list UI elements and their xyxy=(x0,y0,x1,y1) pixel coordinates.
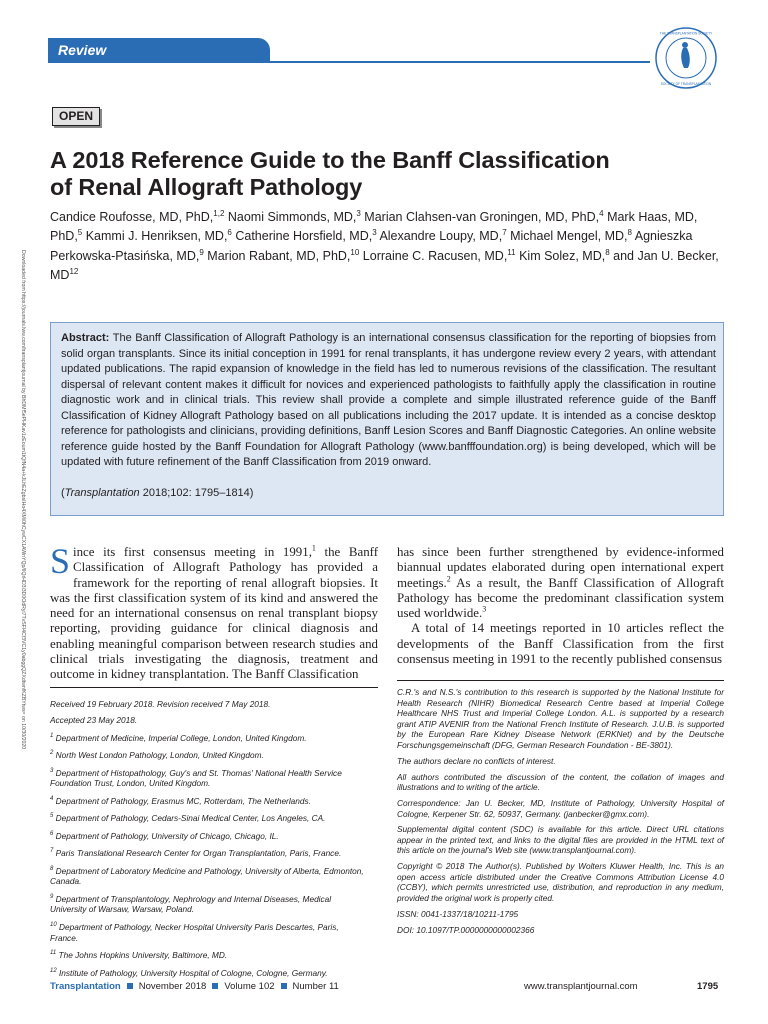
author-name: Alexandre Loupy, MD, xyxy=(376,229,503,244)
affiliation-note xyxy=(50,920,366,943)
article-note: Correspondence: Jan U. Becker, MD, Institute of Pathology, University Hospital of Cologne, Kerpener Str. 62, 50937, Germany. (janbecker@gmx.com). xyxy=(397,797,724,819)
affiliation-number: 10 xyxy=(50,922,57,929)
author-name: Kammi J. Henriksen, MD, xyxy=(82,229,228,244)
affiliation-note xyxy=(50,829,366,841)
paragraph: A total of 14 meetings reported in 10 articles reflect the developments of the Banff Classification from the first consensus meeting in 1991 to the recently published consensus xyxy=(397,621,724,667)
body-column-left xyxy=(50,541,379,683)
abstract-text xyxy=(61,331,716,471)
affiliation-note xyxy=(50,864,366,887)
author-name: Agnieszka Perkowska-Ptasińska, MD, xyxy=(50,229,693,264)
affiliation-note xyxy=(50,794,366,806)
citation-details: 2018;102: 1795–1814) xyxy=(139,487,254,499)
footer-journal-info xyxy=(50,981,339,992)
affiliation-number: 8 xyxy=(50,865,54,872)
article-notes xyxy=(397,687,724,940)
affiliation-note xyxy=(50,948,366,960)
abstract-label: Abstract: xyxy=(61,332,110,344)
reference-mark: 1 xyxy=(311,543,316,553)
affiliation-number: 4 xyxy=(50,795,54,802)
affiliation-note xyxy=(50,966,366,978)
header-rule xyxy=(48,61,650,63)
affiliation-mark: 5 xyxy=(77,228,83,238)
affiliation-mark: 10 xyxy=(350,247,360,257)
affiliation-note xyxy=(50,731,366,743)
article-note: Copyright © 2018 The Author(s). Published by Wolters Kluwer Health, Inc. This is an open access article distributed under the Creative Commons Attribution License 4.0 (CCBY), which permits unrestricted use, distribution, and reproduction in any medium, provided the original work is properly cited. xyxy=(397,861,724,904)
affiliation-text: North West London Pathology, London, United Kingdom. xyxy=(53,749,264,760)
affiliation-number: 9 xyxy=(50,894,54,901)
affiliation-mark: 8 xyxy=(605,247,610,257)
affiliation-mark: 4 xyxy=(599,209,604,218)
affiliation-mark: 6 xyxy=(227,228,232,238)
affiliation-mark: 1,2 xyxy=(213,209,225,218)
footer-number: Number 11 xyxy=(292,981,339,992)
body-text: ince its first consensus meeting in 1991, xyxy=(73,545,312,559)
affiliation-number: 5 xyxy=(50,813,54,820)
separator-square-icon xyxy=(281,983,287,989)
affiliation-mark: 12 xyxy=(69,267,79,277)
article-note: ISSN: 0041-1337/18/10211-1795 xyxy=(397,908,519,919)
author-name: Mark Haas, MD, PhD, xyxy=(50,210,698,244)
affiliation-text: The Johns Hopkins University, Baltimore, MD. xyxy=(56,950,228,961)
affiliation-text: Institute of Pathology, University Hospital of Cologne, Cologne, Germany. xyxy=(56,967,328,978)
author-name: Catherine Horsfield, MD, xyxy=(231,229,373,244)
affiliation-text: Department of Laboratory Medicine and Pathology, University of Alberta, Edmonton, Canada. xyxy=(50,865,364,887)
separator-square-icon xyxy=(127,983,133,989)
affiliation-number: 12 xyxy=(50,967,57,974)
svg-text:SOCIETY OF TRANSPLANTATION: SOCIETY OF TRANSPLANTATION xyxy=(660,82,712,86)
affiliation-text: Department of Pathology, Erasmus MC, Rotterdam, The Netherlands. xyxy=(53,795,311,806)
paragraph xyxy=(397,545,724,621)
body-column-right xyxy=(397,545,724,667)
reference-mark: 3 xyxy=(482,604,487,614)
affiliation-number: 2 xyxy=(50,750,54,757)
footnote-rule-right xyxy=(397,680,724,681)
society-seal-icon xyxy=(654,26,718,90)
author-name: Lorraine C. Racusen, MD, xyxy=(359,249,508,264)
author-name: Marian Clahsen-van Groningen, MD, PhD, xyxy=(360,210,600,225)
author-name: Marion Rabant, MD, PhD, xyxy=(203,249,351,264)
affiliation-mark: 11 xyxy=(507,247,516,257)
article-note: The authors declare no conflicts of interest. xyxy=(397,755,556,766)
article-title xyxy=(50,147,740,201)
affiliation-mark: 7 xyxy=(502,228,507,238)
page-number: 1795 xyxy=(697,981,719,992)
download-note xyxy=(14,250,28,750)
affiliation-text: Paris Translational Research Center for Organ Transplantation, Paris, France. xyxy=(53,848,342,859)
footer-url[interactable]: www.transplantjournal.com xyxy=(524,981,638,992)
affiliation-number: 6 xyxy=(50,830,54,837)
drop-cap: S xyxy=(50,541,71,581)
body-text: As a result, the Banff Classification of Allograft Pathology has become the predominant classification system used worldwide. xyxy=(397,575,724,621)
affiliation-note xyxy=(50,811,366,823)
separator-square-icon xyxy=(212,983,218,989)
author-list xyxy=(50,206,720,284)
affiliation-number: 1 xyxy=(50,732,54,739)
affiliation-mark: 8 xyxy=(627,228,632,238)
affiliation-text: Department of Transplantology, Nephrology and Internal Diseases, Medical University of Warsaw, Warsaw, Poland. xyxy=(50,893,332,915)
download-note-text: Downloaded from https://journals.lww.com/transplantjournal by BhDMf5ePHKav1zEoum1tQfN4a+kJLhEZgbsIHo4XMi0hCywCX1AWnYQp/IlQrHD3i3D0OdRyi7TvSFl4Cf3VC1y0abggQZXdtwnfKZBYtws= on 10/30/2020 xyxy=(20,250,26,750)
article-note: C.R.'s and N.S.'s contribution to this research is supported by the National Institute for Health Research (NIHR) Biomedical Research Centre based at Imperial College Healthcare NHS Trust and Imperial College London. A.L. is supported by a research grant ATIP AVENIR from the National French Institute of Research. J.U.B. is supported by the European Rare Kidney Disease Network (ERKNet) and by the Deutsche Forschungsgemeinschaft (DFG, German Research Foundation - BE-3801). xyxy=(397,687,724,750)
affiliation-note xyxy=(50,748,366,760)
citation: (Transplantation 2018;102: 1795–1814) xyxy=(61,487,254,499)
author-name: Candice Roufosse, MD, PhD, xyxy=(50,210,214,225)
title-line-2: of Renal Allograft Pathology xyxy=(50,174,363,200)
citation-journal: Transplantation xyxy=(64,487,140,499)
svg-text:THE TRANSPLANTATION SOCIETY: THE TRANSPLANTATION SOCIETY xyxy=(659,31,713,36)
affiliation-note xyxy=(50,766,366,789)
title-line-1: A 2018 Reference Guide to the Banff Classification xyxy=(50,147,610,173)
section-label: Review xyxy=(58,42,107,58)
affiliation-note xyxy=(50,892,366,915)
affiliation-number: 7 xyxy=(50,848,54,855)
affiliation-note xyxy=(50,699,366,710)
affiliation-note xyxy=(50,846,366,858)
affiliation-mark: 3 xyxy=(356,209,361,218)
article-note: Supplemental digital content (SDC) is available for this article. Direct URL citations appear in the printed text, and links to the digital files are provided in the HTML text of this article on the journal's Web site (www.transplantjournal.com). xyxy=(397,824,724,856)
footer-date: November 2018 xyxy=(138,981,207,992)
footer-journal: Transplantation xyxy=(50,981,121,992)
affiliation-note xyxy=(50,715,366,726)
author-name: Michael Mengel, MD, xyxy=(506,229,628,244)
affiliation-number: 11 xyxy=(50,950,57,957)
body-text: has since been further strengthened by evidence-informed biannual updates elaborated during open international expert meetings. xyxy=(397,545,724,590)
author-name: and Jan U. Becker, MD xyxy=(50,249,719,283)
abstract-body: The Banff Classification of Allograft Pathology is an international consensus classification for the reporting of biopsies from solid organ transplants. Since its initial conception in 1991 for renal transplants, it has undergone review every 2 years, with attendant updated publications. The rapid expansion of knowledge in the field has led to numerous revisions of the classification. The resultant dispersal of relevant content makes it difficult for novices and experienced pathologists to faithfully apply the classification in routine diagnostic work and in clinical trials. This review shall provide a complete and simple illustrated reference guide of the Banff Classification of Kidney Allograft Pathology based on all publications including the 2017 update. It is intended as a concise desktop reference for pathologists and clinicians, providing definitions, Banff Lesion Scores and Banff Diagnostic Categories. An online website reference guide hosted by the Banff Foundation for Allograft Pathology (www.banfffoundation.org) is being developed, which will be updated with future refinement of the Banff Classification from 2019 onward. xyxy=(61,332,716,468)
author-name: Kim Solez, MD, xyxy=(515,249,606,264)
affiliation-number: 3 xyxy=(50,767,54,774)
footnote-rule-left xyxy=(50,687,378,688)
article-note: All authors contributed the discussion of the content, the collation of images and illustrations and to writing of the article. xyxy=(397,771,724,793)
affiliation-text: Department of Pathology, Necker Hospital University Paris Descartes, Paris, France. xyxy=(50,922,339,943)
affiliation-mark: 3 xyxy=(372,228,377,238)
article-note: DOI: 10.1097/TP.0000000000002366 xyxy=(397,924,535,935)
affiliation-mark: 9 xyxy=(199,247,204,257)
affiliation-text: Department of Pathology, University of Chicago, Chicago, IL. xyxy=(53,830,279,841)
open-access-badge: OPEN xyxy=(52,107,100,126)
body-text: the Banff Classification of Allograft Pathology has provided a framework for the reporting of renal allograft biopsies. It was the first classification system of its kind and answered the need for an international consensus on renal transplant biopsy reporting, providing guidance for clinical diagnosis and enabling meaningful comparison between research studies and clinical trials investigating the diagnosis, treatment and outcome in kidney transplantation. The Banff Classification xyxy=(50,545,379,682)
reference-mark: 2 xyxy=(446,574,451,584)
affiliation-text: Accepted 23 May 2018. xyxy=(50,714,138,725)
footer-volume: Volume 102 xyxy=(224,981,275,992)
affiliation-text: Department of Pathology, Cedars-Sinai Medical Center, Los Angeles, CA. xyxy=(53,813,326,824)
affiliation-text: Received 19 February 2018. Revision received 7 May 2018. xyxy=(50,699,271,709)
affiliation-text: Department of Medicine, Imperial College, London, United Kingdom. xyxy=(53,732,307,743)
author-name: Naomi Simmonds, MD, xyxy=(224,210,357,225)
affiliation-text: Department of Histopathology, Guy's and St. Thomas' National Health Service Foundation Trust, London, United Kingdom. xyxy=(50,767,342,789)
affiliations xyxy=(50,699,366,984)
